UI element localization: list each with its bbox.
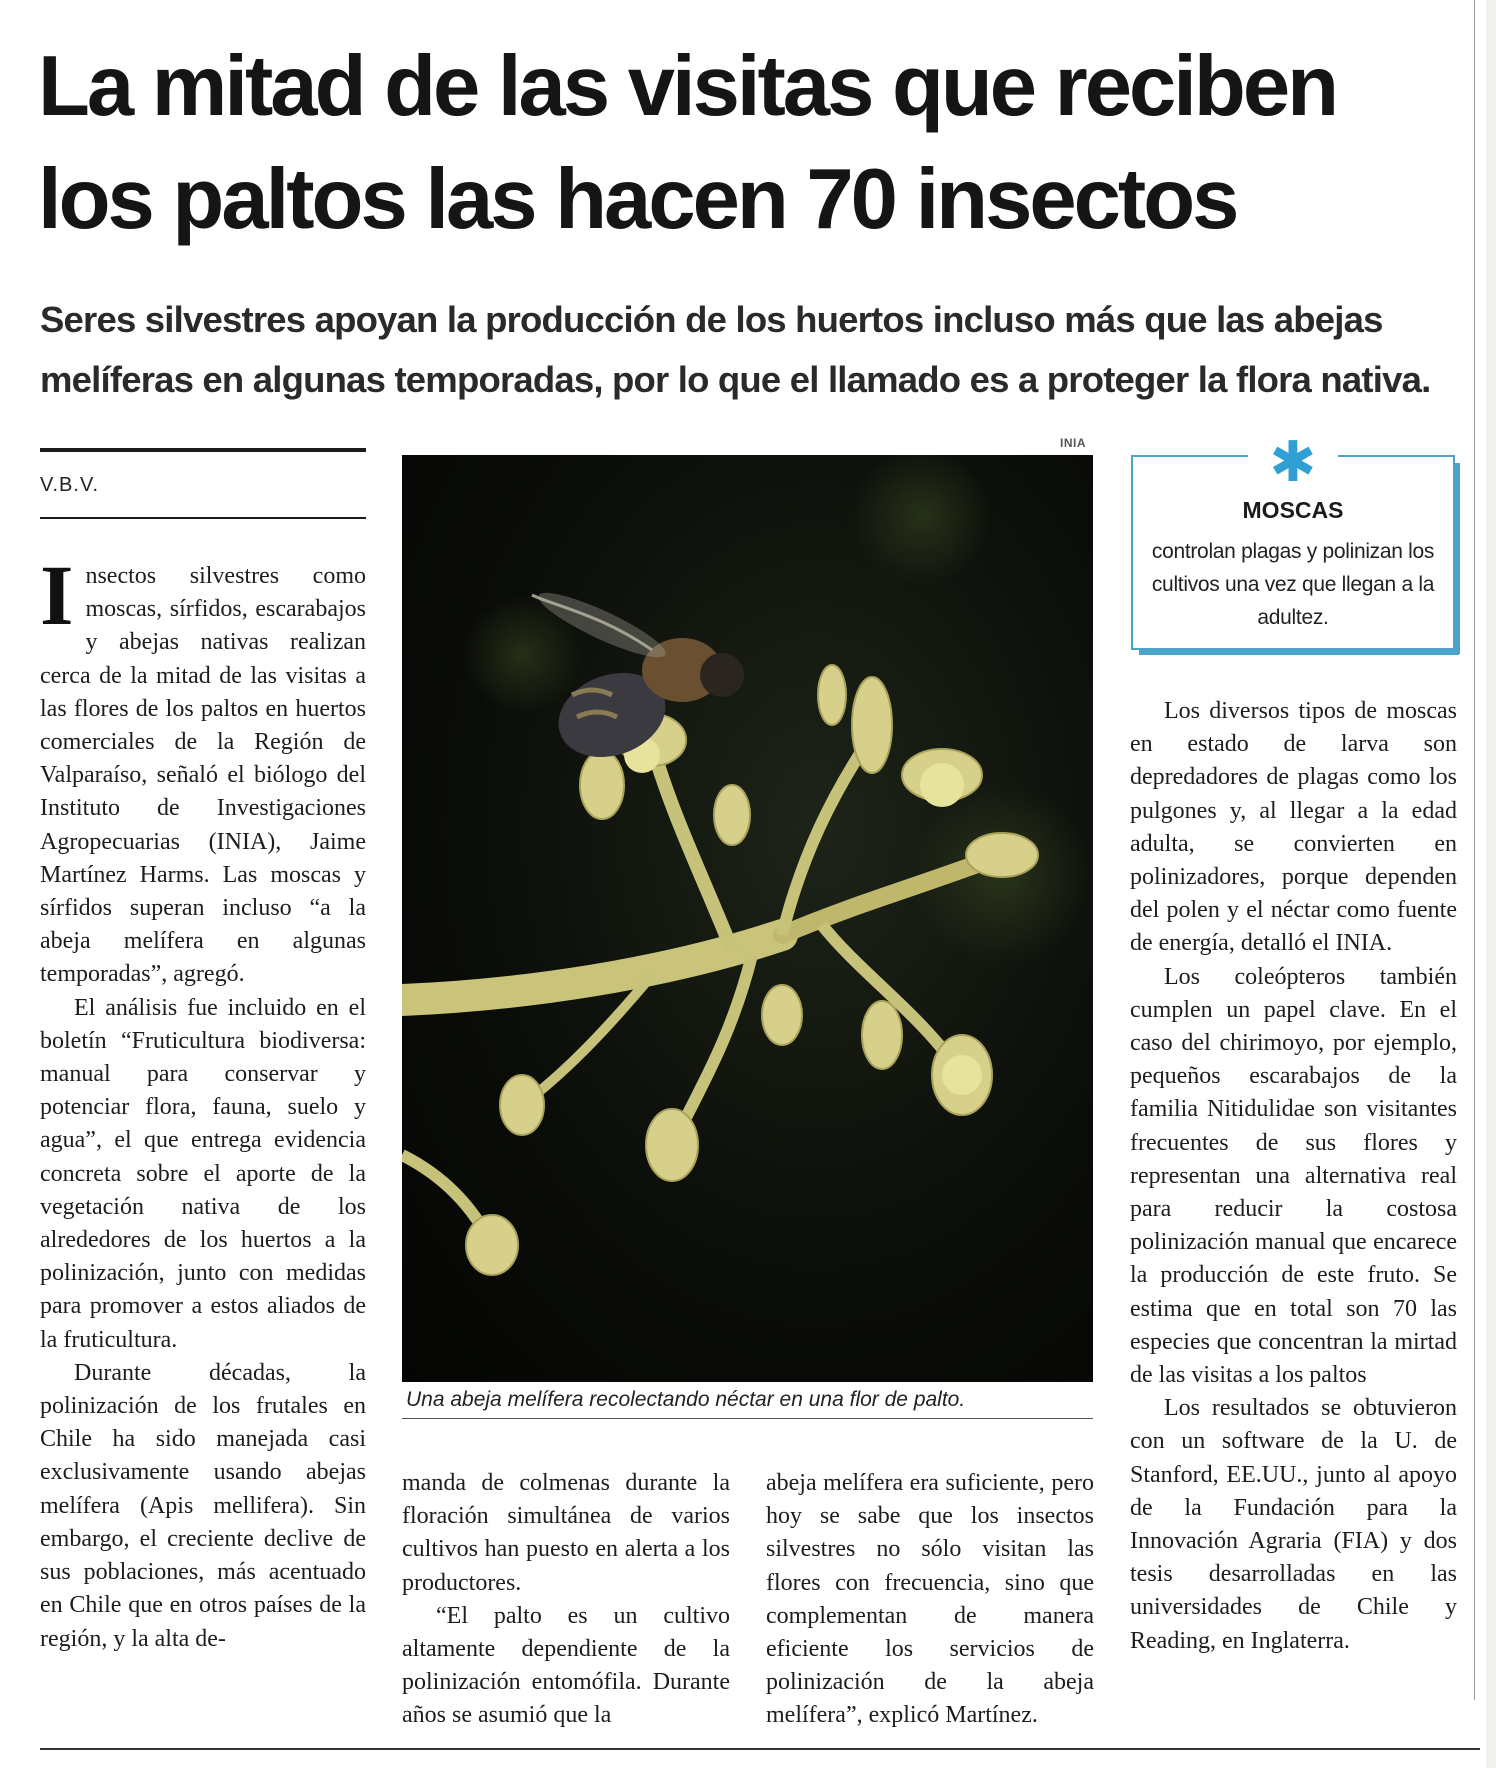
drop-cap: I — [40, 547, 74, 643]
paragraph: Durante décadas, la polinización de los frutales en Chile ha sido manejada casi exclusivamente usando abejas melífera (Apis mellifera). Sin embargo, el creciente declive de sus poblaciones, más acentuado en Chile que en otros países de la región, y la alta de- — [40, 1359, 366, 1652]
subheadline: Seres silvestres apoyan la producción de los huertos incluso más que las abejas melíferas en algunas temporadas, por lo que el llamado es a proteger la flora nativa. — [40, 299, 1431, 400]
factbox-shadow — [1139, 650, 1459, 655]
background-bokeh — [852, 455, 992, 585]
article-column-3 — [766, 1467, 1094, 1733]
paragraph: Los diversos tipos de moscas en estado de larva son depredadores de plagas como los pulgones y, al llegar a la edad adulta, se convierten en polinizadores, porque dependen del polen y el néctar como fuente de energía, detalló el INIA. — [1130, 698, 1457, 957]
photo-credit: INIA — [1060, 436, 1086, 450]
byline-bottom-rule — [40, 517, 366, 519]
moscas-factbox — [1131, 430, 1455, 650]
headline: La mitad de las visitas que reciben los paltos las hacen 70 insectos — [38, 39, 1337, 247]
article-column-4 — [1130, 695, 1457, 1658]
paragraph: abeja melífera era suficiente, pero hoy se sabe que los insectos silvestres no sólo visitan las flores con frecuencia, sino que complementan de manera eficiente los servicios de polinización de la abeja melífera”, explicó Martínez. — [766, 1470, 1094, 1729]
paragraph: Los coleópteros también cumplen un papel clave. En el caso del chirimoyo, por ejemplo, pequeños escarabajos de la familia Nitidulidae son visitantes frecuentes de sus flores y representan una alternativa real para reducir la costosa polinización manual que encarece la producción de este fruto. Se estima que en total son 70 las especies que concentran la mirtad de las visitas a los paltos — [1130, 963, 1457, 1389]
page-edge — [1486, 0, 1496, 1768]
byline: V.B.V. — [40, 474, 100, 496]
paragraph: Los resultados se obtuvieron con un software de la U. de Stanford, EE.UU., junto al apoyo de la Fundación para la Innovación Agraria (FIA) y dos tesis desarrolladas en las universidades de Chile y Reading, en Inglaterra. — [1130, 1395, 1457, 1654]
article-photo — [402, 455, 1093, 1382]
paragraph-intro — [40, 547, 366, 992]
paragraph: manda de colmenas durante la floración simultánea de varios cultivos han puesto en alerta a los productores. — [402, 1470, 730, 1596]
article-column-2 — [402, 1467, 730, 1733]
caption-rule — [402, 1418, 1093, 1419]
bee-on-avocado-flower-illustration — [402, 455, 1093, 1382]
paragraph: El análisis fue incluido en el boletín “Fruticultura biodiversa: manual para conservar y potenciar flora, fauna, suelo y agua”, el que entrega evidencia concreta sobre el aporte de la vegetación nativa de los alrededores de los huertos a la polinización, junto con medidas para promover a estos aliados de la fruticultura. — [40, 994, 366, 1353]
column-divider — [1474, 0, 1475, 1700]
intro-text: nsectos silvestres como moscas, sírfidos, escarabajos y abejas nativas realizan cerca de la mitad de las visitas a las flores de los paltos en huertos comerciales de la Región de Valparaíso, señaló el biólogo del Instituto de Investigaciones Agropecuarias (INIA), Jaime Martínez Harms. Las moscas y sírfidos superan incluso “a la abeja melífera en algunas temporadas”, agregó. — [40, 563, 366, 988]
factbox-title: MOSCAS — [1242, 497, 1344, 523]
photo-caption: Una abeja melífera recolectando néctar en una flor de palto. — [406, 1388, 966, 1411]
asterisk-icon: ✱ — [1248, 431, 1338, 485]
paragraph: “El palto es un cultivo altamente dependiente de la polinización entomófila. Durante años se asumió que la — [402, 1602, 730, 1729]
branch — [402, 735, 1002, 1245]
byline-top-rule — [40, 448, 366, 452]
factbox-shadow — [1455, 463, 1460, 654]
page-bottom-rule — [40, 1748, 1480, 1750]
factbox-text: controlan plagas y polinizan los cultivos una vez que llegan a la adultez. — [1151, 540, 1435, 629]
article-column-1 — [40, 547, 366, 1656]
